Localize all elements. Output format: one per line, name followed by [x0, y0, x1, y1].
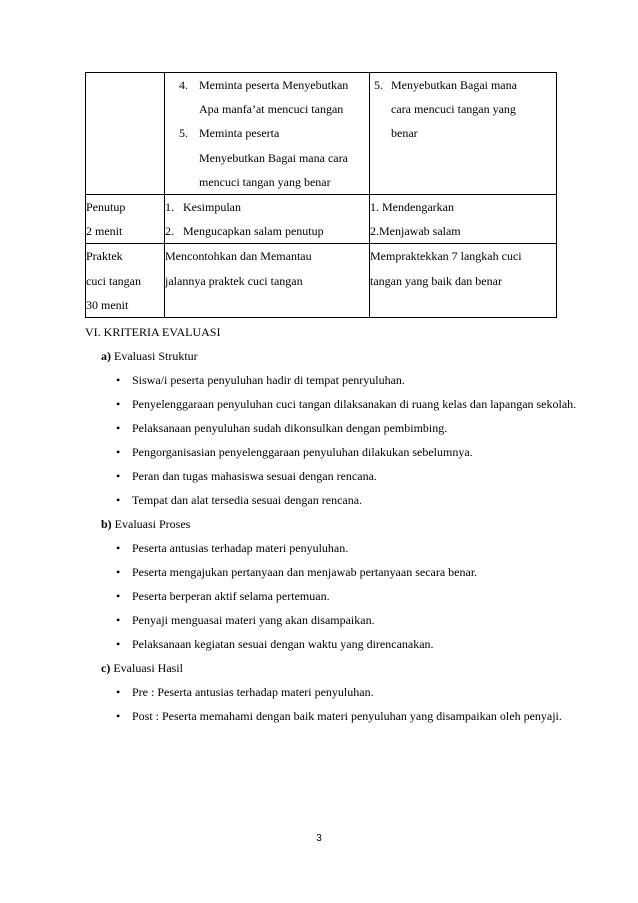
- bullet-icon: •: [116, 541, 121, 555]
- section-title: VI. KRITERIA EVALUASI: [85, 325, 221, 339]
- list-item: [101, 680, 577, 704]
- numbered-list: [370, 73, 556, 146]
- item-text: tangan yang baik dan benar: [370, 273, 502, 288]
- table-cell: [370, 244, 557, 318]
- item-text: Mempraktekkan 7 langkah cuci: [370, 249, 522, 264]
- table-cell: [165, 195, 370, 244]
- table-row: [86, 244, 557, 318]
- numbered-list: [165, 73, 369, 194]
- item-text: Peserta antusias terhadap materi penyuluhan.: [132, 541, 349, 555]
- list-item: [101, 440, 577, 464]
- item-text: Pre : Peserta antusias terhadap materi penyuluhan.: [132, 685, 374, 699]
- list-item: [101, 560, 577, 584]
- table-cell: [370, 73, 557, 195]
- item-text: Meminta peserta: [199, 126, 280, 141]
- bullet-icon: •: [116, 637, 121, 651]
- item-text: Pengorganisasian penyelenggaraan penyuluhan dilakukan sebelumnya.: [132, 445, 473, 459]
- table-row: [86, 195, 557, 244]
- list-item: [101, 704, 577, 728]
- item-number: 4.: [179, 78, 188, 92]
- page-number: 3: [316, 833, 322, 844]
- phase-label: Praktek: [86, 249, 123, 264]
- item-text: Peserta mengajukan pertanyaan dan menjawab pertanyaan secara benar.: [132, 565, 478, 579]
- bullet-list: [101, 536, 585, 656]
- item-text: Mencontohkan dan Memantau: [165, 249, 312, 264]
- bullet-icon: •: [116, 421, 121, 435]
- list-item: [165, 195, 369, 219]
- item-text: Penyaji menguasai materi yang akan disampaikan.: [132, 613, 375, 627]
- item-text: Pelaksanaan kegiatan sesuai dengan waktu yang direncanakan.: [132, 637, 434, 651]
- item-text: Apa manfa’at mencuci tangan: [199, 102, 344, 117]
- subsection-marker: c): [101, 661, 111, 675]
- item-text: benar: [391, 126, 418, 141]
- list-item: [101, 368, 577, 392]
- item-text: Tempat dan alat tersedia sesuai dengan rencana.: [132, 493, 363, 507]
- subsection-title: [101, 656, 585, 680]
- phase-duration: 2 menit: [86, 224, 123, 239]
- phase-label: cuci tangan: [86, 273, 141, 288]
- bullet-list: [101, 680, 585, 728]
- subsection-result: [101, 656, 585, 728]
- subsection-title: [101, 344, 585, 368]
- list-item: [165, 219, 369, 243]
- item-number: 5.: [374, 78, 383, 92]
- table-cell: [370, 195, 557, 244]
- item-text: Post : Peserta memahami dengan baik materi penyuluhan yang disampaikan oleh penyaji.: [132, 709, 562, 723]
- item-text: Menyebutkan Bagai mana cara: [199, 150, 348, 165]
- item-text: mencuci tangan yang benar: [199, 174, 331, 189]
- item-text: Menyebutkan Bagai mana: [391, 78, 517, 92]
- list-item: [101, 392, 577, 416]
- table-cell: [165, 244, 370, 318]
- subsection-process: [101, 512, 585, 656]
- item-text: Kesimpulan: [183, 200, 241, 215]
- table-cell: [86, 244, 165, 318]
- subsection-title: [101, 512, 585, 536]
- bullet-icon: •: [116, 373, 121, 387]
- bullet-icon: •: [116, 589, 121, 603]
- item-text: Meminta peserta Menyebutkan: [199, 78, 349, 92]
- item-number: 5.: [179, 126, 188, 141]
- activity-table: [85, 72, 557, 318]
- bullet-icon: •: [116, 493, 121, 507]
- list-item: [101, 536, 577, 560]
- item-text: 2.Menjawab salam: [370, 224, 461, 239]
- item-text: cara mencuci tangan yang: [391, 102, 516, 117]
- bullet-list: [101, 368, 585, 512]
- bullet-icon: •: [116, 469, 121, 483]
- list-item: [165, 73, 369, 121]
- evaluation-section: [85, 320, 585, 728]
- table-cell: [165, 73, 370, 195]
- list-item: [101, 632, 577, 656]
- subsection-structure: [101, 344, 585, 512]
- bullet-icon: •: [116, 565, 121, 579]
- table-cell: [86, 195, 165, 244]
- subsection-marker: a): [101, 349, 111, 363]
- list-item: [101, 464, 577, 488]
- table-row: [86, 73, 557, 195]
- subsection-heading: Evaluasi Proses: [114, 517, 191, 531]
- list-item: [101, 488, 577, 512]
- phase-label: Penutup: [86, 200, 126, 215]
- list-item: [165, 121, 369, 194]
- subsection-heading: Evaluasi Hasil: [113, 661, 183, 675]
- bullet-icon: •: [116, 685, 121, 699]
- item-text: Pelaksanaan penyuluhan sudah dikonsulkan dengan pembimbing.: [132, 421, 448, 435]
- item-number: 2.: [165, 224, 174, 239]
- bullet-icon: •: [116, 613, 121, 627]
- item-text: Peserta berperan aktif selama pertemuan.: [132, 589, 330, 603]
- list-item: [101, 416, 577, 440]
- item-text: Mengucapkan salam penutup: [183, 224, 324, 239]
- subsection-heading: Evaluasi Struktur: [114, 349, 198, 363]
- item-text: jalannya praktek cuci tangan: [165, 273, 303, 288]
- item-text: 1. Mendengarkan: [370, 200, 454, 215]
- list-item: [101, 584, 577, 608]
- phase-duration: 30 menit: [86, 297, 129, 312]
- list-item: [370, 73, 556, 146]
- item-number: 1.: [165, 200, 174, 215]
- item-text: Penyelenggaraan penyuluhan cuci tangan dilaksanakan di ruang kelas dan lapangan sekolah.: [132, 397, 577, 411]
- item-text: Siswa/i peserta penyuluhan hadir di tempat penryuluhan.: [132, 373, 405, 387]
- bullet-icon: •: [116, 397, 121, 411]
- bullet-icon: •: [116, 445, 121, 459]
- bullet-icon: •: [116, 709, 121, 723]
- table-cell-empty: [86, 73, 165, 195]
- item-text: Peran dan tugas mahasiswa sesuai dengan rencana.: [132, 469, 377, 483]
- list-item: [101, 608, 577, 632]
- subsection-marker: b): [101, 517, 112, 531]
